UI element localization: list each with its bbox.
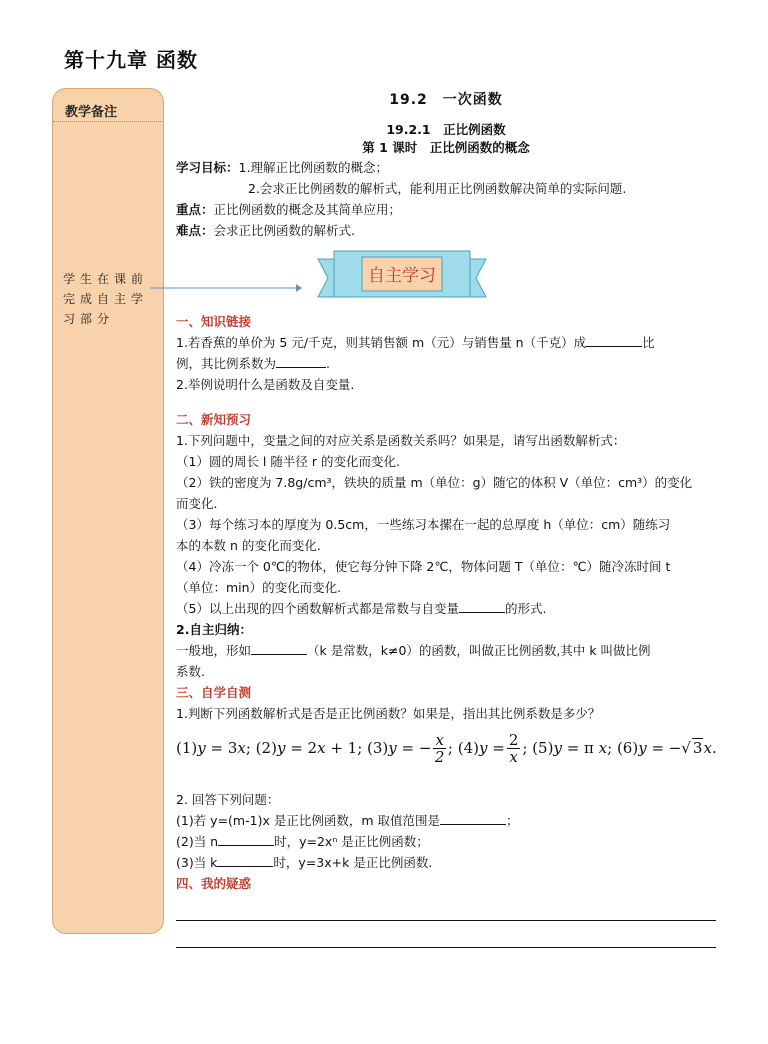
part1-title: 一、知识链接 [176, 314, 252, 329]
difficulty-label: 难点： [176, 223, 214, 238]
part3-title: 三、自学自测 [176, 685, 252, 700]
part2-item5 [176, 598, 716, 619]
part2-title: 二、新知预习 [176, 412, 252, 427]
answer-line[interactable] [176, 927, 716, 948]
section-heading: 19.2 一次函数 [389, 92, 503, 108]
teaching-notes-sidebar [52, 88, 164, 934]
part3-q2: 2. 回答下列问题： [176, 792, 280, 807]
self-study-banner [176, 247, 716, 307]
part1-q2: 2.举例说明什么是函数及自变量. [176, 377, 355, 392]
answer-blank[interactable] [218, 831, 274, 846]
answer-blank[interactable] [276, 353, 326, 368]
part3-q2-2 [176, 831, 716, 852]
part1-q1-text-c: 例，其比例系数为 [176, 356, 277, 371]
part1-q1 [176, 332, 716, 353]
part2-item4a: （4）冷冻一个 0℃的物体，使它每分钟下降 2℃，物体问题 T（单位：℃）随冷冻时间 t [176, 559, 671, 574]
answer-blank[interactable] [586, 332, 642, 347]
part1-q1-text-a: 1.若香蕉的单价为 5 元/千克，则其销售额 m（元）与销售量 n（千克）成 [176, 335, 587, 350]
part1-q1-text-b: 比 [642, 335, 655, 350]
part4-title: 四、我的疑惑 [176, 876, 252, 891]
part3-q2-1 [176, 810, 716, 831]
difficulty-row [176, 220, 716, 241]
lesson-heading: 第 1 课时 正比例函数的概念 [362, 140, 530, 155]
part2-subtitle: 2.自主归纳： [176, 622, 252, 637]
part3-q2-2-text-b: 时，y=2xⁿ 是正比例函数； [274, 834, 429, 849]
sidebar-title: 教学备注 [65, 105, 118, 120]
part2-item5-text-a: （5）以上出现的四个函数解析式都是常数与自变量 [176, 601, 459, 616]
part3-q2-1-text-a: (1)若 y=(m-1)x 是正比例函数，m 取值范围是 [176, 813, 440, 828]
part2-item2b: 而变化. [176, 496, 218, 511]
part1-q1-cont [176, 353, 716, 374]
part2-item4b: （单位：min）的变化而变化. [176, 580, 342, 595]
sidebar-divider [53, 121, 163, 122]
banner-text: 自主学习 [368, 266, 436, 286]
worksheet-content [176, 90, 716, 948]
part2-item5-text-b: 的形式. [504, 601, 547, 616]
objective-2: 2.会求正比例函数的解析式，能利用正比例函数解决简单的实际问题. [248, 181, 627, 196]
key-label: 重点： [176, 202, 214, 217]
part3-q2-2-text-a: (2)当 n [176, 834, 219, 849]
chapter-title: 第十九章 函数 [64, 48, 198, 72]
answer-line[interactable] [176, 900, 716, 921]
part2-item3a: （3）每个练习本的厚度为 0.5cm，一些练习本摞在一起的总厚度 h（单位：cm）随练习 [176, 517, 671, 532]
subsection-heading: 19.2.1 正比例函数 [386, 122, 506, 137]
difficulty-text: 会求正比例函数的解析式. [213, 223, 355, 238]
ribbon-icon [316, 247, 488, 305]
definition-text-b: （k 是常数，k≠0）的函数，叫做正比例函数,其中 k 叫做比例 [307, 643, 651, 658]
part3-q1: 1.判断下列函数解析式是否是正比例函数？如果是，指出其比例系数是多少？ [176, 706, 601, 721]
sidebar-note: 学生在课前完成自主学习部分 [63, 272, 149, 326]
objective-1: 1.理解正比例函数的概念； [238, 160, 388, 175]
part3-q2-3-text-a: (3)当 k [176, 855, 218, 870]
part2-item1: （1）圆的周长 l 随半径 r 的变化而变化. [176, 454, 400, 469]
key-text: 正比例函数的概念及其简单应用； [213, 202, 402, 217]
key-point-row [176, 199, 716, 220]
part1-q1-text-d: . [326, 356, 330, 371]
function-formulas: (1)y = 3x; (2)y = 2x + 1; (3)y = − $\frac{x}{2}$ ; (4)y = $\frac{2}{x}$ ; (5)y = π x; (6)y = −√ 3x. [176, 731, 717, 766]
answer-blank[interactable] [217, 852, 273, 867]
part3-q2-3-text-b: 时，y=3x+k 是正比例函数. [273, 855, 433, 870]
definition-row [176, 640, 716, 661]
objectives-row [176, 157, 716, 178]
part2-q1: 1.下列问题中，变量之间的对应关系是函数关系吗？如果是，请写出函数解析式： [176, 433, 626, 448]
part2-item2a: （2）铁的密度为 7.8g/cm³，铁块的质量 m（单位：g）随它的体积 V（单位：cm³）的变化 [176, 475, 693, 490]
objectives-label: 学习目标： [176, 160, 239, 175]
part2-item3b: 本的本数 n 的变化而变化. [176, 538, 321, 553]
answer-blank[interactable] [459, 598, 505, 613]
answer-blank[interactable] [251, 640, 307, 655]
part3-q2-1-text-b: ； [505, 813, 519, 828]
part3-q2-3 [176, 852, 716, 873]
definition-text-a: 一般地，形如 [176, 643, 252, 658]
definition-cont: 系数. [176, 664, 205, 679]
answer-blank[interactable] [440, 810, 506, 825]
